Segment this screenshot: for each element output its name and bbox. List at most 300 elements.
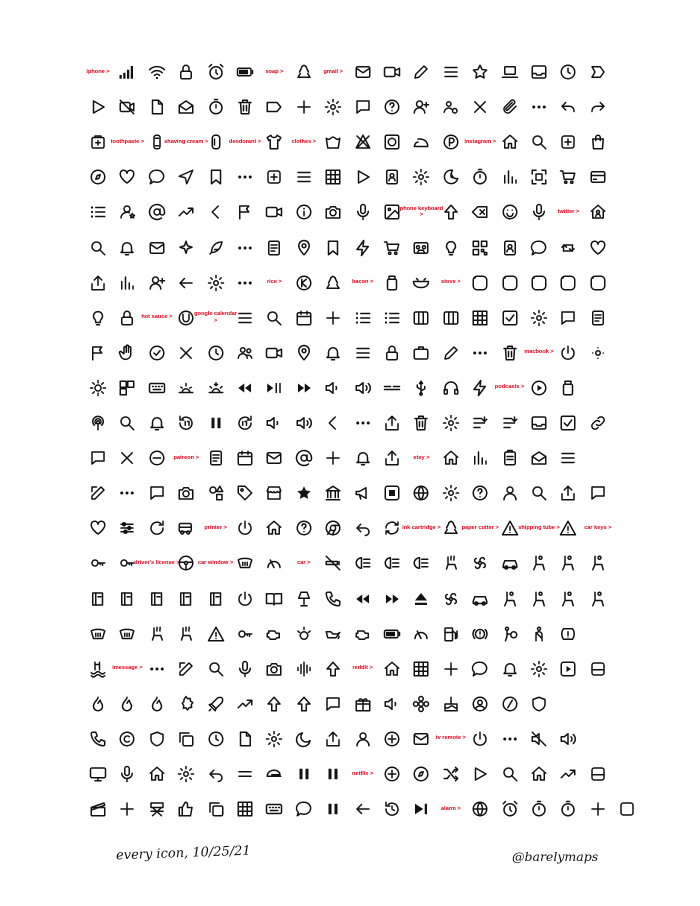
gear-icon bbox=[524, 303, 554, 333]
keyboard-icon bbox=[259, 794, 289, 824]
sunset-icon bbox=[201, 373, 231, 403]
refresh-icon bbox=[142, 513, 172, 543]
share-icon bbox=[377, 408, 407, 438]
item-label: imessage > bbox=[112, 665, 143, 672]
plus-icon bbox=[318, 443, 348, 473]
burner-icon-glyph bbox=[589, 274, 607, 292]
globe-icon bbox=[465, 794, 495, 824]
person-card-icon bbox=[377, 162, 407, 192]
message-icon bbox=[142, 478, 172, 508]
refresh-icon-glyph bbox=[148, 519, 166, 537]
bed-icon bbox=[612, 794, 642, 824]
key-icon-glyph bbox=[236, 625, 254, 643]
equals-icon bbox=[230, 759, 260, 789]
item-label: podcasts > bbox=[494, 384, 525, 391]
item-label: google calendar > bbox=[194, 311, 238, 324]
add-box-icon-glyph bbox=[559, 133, 577, 151]
search-icon-glyph bbox=[118, 414, 136, 432]
bank-icon-glyph bbox=[324, 484, 342, 502]
waveform-icon-glyph bbox=[295, 660, 313, 678]
power-icon bbox=[230, 513, 260, 543]
star-filled-icon-glyph bbox=[295, 484, 313, 502]
message-icon bbox=[553, 303, 583, 333]
item-label: etsy > bbox=[413, 454, 430, 461]
play-outline-icon bbox=[465, 759, 495, 789]
edit-icon-glyph bbox=[177, 660, 195, 678]
seatbelt-icon bbox=[524, 619, 554, 649]
close-icon bbox=[171, 338, 201, 368]
book-icon-glyph bbox=[89, 590, 107, 608]
clock-icon-glyph bbox=[559, 63, 577, 81]
share-icon bbox=[318, 724, 348, 754]
cart-icon-glyph bbox=[559, 168, 577, 186]
lamp-icon bbox=[289, 584, 319, 614]
left-arrow-icon bbox=[171, 268, 201, 298]
add-person-icon-glyph bbox=[148, 274, 166, 292]
fan-icon-glyph bbox=[471, 554, 489, 572]
bar-chart-icon-glyph bbox=[501, 168, 519, 186]
calendar-icon bbox=[289, 303, 319, 333]
gear-icon bbox=[171, 759, 201, 789]
checkbox-icon-glyph bbox=[559, 414, 577, 432]
item-label: driver's license > bbox=[134, 559, 180, 566]
volume-high-icon-glyph bbox=[295, 414, 313, 432]
fuel-icon-glyph bbox=[442, 625, 460, 643]
thumbs-up-icon-glyph bbox=[177, 800, 195, 818]
send-icon bbox=[171, 162, 201, 192]
document-icon-glyph bbox=[148, 98, 166, 116]
hand-icon-glyph bbox=[118, 344, 136, 362]
search-icon-glyph bbox=[265, 309, 283, 327]
up-arrow-icon-glyph bbox=[442, 203, 460, 221]
inbox-icon bbox=[524, 408, 554, 438]
briefcase-icon bbox=[406, 338, 436, 368]
brake-icon bbox=[465, 619, 495, 649]
sliders-icon bbox=[112, 513, 142, 543]
plus-icon-glyph bbox=[324, 449, 342, 467]
item-label: patreon > bbox=[173, 454, 199, 461]
engine-icon bbox=[348, 619, 378, 649]
item-label: rice > bbox=[267, 279, 282, 286]
seat-icon bbox=[583, 548, 613, 578]
forward-icon bbox=[583, 92, 613, 122]
seat-icon-glyph bbox=[589, 590, 607, 608]
close-icon bbox=[112, 443, 142, 473]
up-arrow-icon bbox=[259, 689, 289, 719]
pause-icon bbox=[201, 408, 231, 438]
heart-icon-glyph bbox=[589, 239, 607, 257]
bell-icon-glyph bbox=[148, 414, 166, 432]
document-text-icon-glyph bbox=[265, 239, 283, 257]
lock-icon-glyph bbox=[383, 344, 401, 362]
defrost-icon-glyph bbox=[236, 554, 254, 572]
moon-clock-icon-glyph bbox=[442, 168, 460, 186]
alarm-clock-icon-glyph bbox=[501, 800, 519, 818]
home-icon bbox=[524, 759, 554, 789]
add-box-icon-glyph bbox=[265, 168, 283, 186]
tray-icon-glyph bbox=[589, 660, 607, 678]
play-pause-icon bbox=[259, 373, 289, 403]
message-icon-glyph bbox=[589, 484, 607, 502]
defrost-icon-glyph bbox=[89, 625, 107, 643]
shuffle-icon-glyph bbox=[442, 765, 460, 783]
grid-icon-glyph bbox=[412, 660, 430, 678]
book-icon bbox=[201, 584, 231, 614]
search-icon bbox=[259, 303, 289, 333]
menu-icon-glyph bbox=[236, 309, 254, 327]
grid-icon-glyph bbox=[236, 800, 254, 818]
plus-circle-icon-glyph bbox=[383, 765, 401, 783]
checkbox-icon-glyph bbox=[501, 309, 519, 327]
power-icon bbox=[230, 584, 260, 614]
bar-chart-icon bbox=[112, 268, 142, 298]
book-icon-glyph bbox=[177, 590, 195, 608]
person-icon bbox=[348, 724, 378, 754]
tire-icon-glyph bbox=[559, 625, 577, 643]
car-icon bbox=[495, 548, 525, 578]
timer-icon bbox=[553, 794, 583, 824]
clipboard-icon bbox=[495, 443, 525, 473]
clock-icon bbox=[201, 338, 231, 368]
compass-icon-glyph bbox=[89, 168, 107, 186]
up-arrow-icon bbox=[289, 689, 319, 719]
flower-icon-glyph bbox=[412, 695, 430, 713]
bed-icon-glyph bbox=[618, 800, 636, 818]
chrome-icon-glyph bbox=[324, 519, 342, 537]
timer-icon-glyph bbox=[559, 800, 577, 818]
clapper-icon-glyph bbox=[89, 800, 107, 818]
chat-bubble-icon bbox=[465, 654, 495, 684]
usb-icon bbox=[406, 373, 436, 403]
pencil-icon bbox=[406, 57, 436, 87]
microphone-icon bbox=[230, 654, 260, 684]
car-icon bbox=[465, 584, 495, 614]
menu-icon bbox=[436, 57, 466, 87]
item-label: car keys > bbox=[584, 524, 612, 531]
flame-icon bbox=[83, 689, 113, 719]
lightbulb-icon-glyph bbox=[89, 309, 107, 327]
copyright-icon bbox=[112, 724, 142, 754]
wash-tub-icon-glyph bbox=[324, 133, 342, 151]
shapes-icon-glyph bbox=[207, 484, 225, 502]
person-card-icon-glyph bbox=[383, 168, 401, 186]
ellipsis-icon bbox=[465, 338, 495, 368]
seat-icon bbox=[495, 584, 525, 614]
brake-icon-glyph bbox=[471, 625, 489, 643]
moon-clock-icon bbox=[436, 162, 466, 192]
heart-icon-glyph bbox=[89, 519, 107, 537]
alarm-clock-icon bbox=[201, 57, 231, 87]
home-person-icon bbox=[583, 197, 613, 227]
heart-icon-glyph bbox=[118, 168, 136, 186]
grid-icon bbox=[318, 162, 348, 192]
k-circle-icon bbox=[289, 268, 319, 298]
qr-code-icon bbox=[465, 233, 495, 263]
eject-icon-glyph bbox=[412, 590, 430, 608]
ellipsis-icon bbox=[142, 654, 172, 684]
list-icon-glyph bbox=[354, 309, 372, 327]
item-label: iphone > bbox=[86, 68, 110, 75]
smiley-icon bbox=[495, 197, 525, 227]
pause-icon-glyph bbox=[207, 414, 225, 432]
history-icon bbox=[377, 794, 407, 824]
question-icon-glyph bbox=[471, 484, 489, 502]
fast-forward-icon-glyph bbox=[295, 379, 313, 397]
power-icon bbox=[465, 724, 495, 754]
feather-icon-glyph bbox=[207, 239, 225, 257]
keyboard-icon-glyph bbox=[148, 379, 166, 397]
light-icon bbox=[289, 619, 319, 649]
scan-icon bbox=[524, 162, 554, 192]
headlight-icon bbox=[406, 548, 436, 578]
burner-icon bbox=[465, 268, 495, 298]
gear-icon bbox=[436, 478, 466, 508]
book-icon-glyph bbox=[148, 590, 166, 608]
bell-icon-glyph bbox=[354, 449, 372, 467]
book-icon-glyph bbox=[207, 590, 225, 608]
trend-up-icon-glyph bbox=[177, 203, 195, 221]
calendar-icon bbox=[230, 443, 260, 473]
fan-icon bbox=[436, 584, 466, 614]
seat-icon bbox=[553, 548, 583, 578]
home-icon bbox=[495, 127, 525, 157]
document-text-icon bbox=[583, 303, 613, 333]
no-bleach-icon bbox=[348, 127, 378, 157]
search-icon bbox=[495, 759, 525, 789]
play-box-icon-glyph bbox=[559, 660, 577, 678]
forward-icon-glyph bbox=[589, 98, 607, 116]
heart-icon bbox=[583, 233, 613, 263]
seat-icon-glyph bbox=[501, 590, 519, 608]
fuel-icon bbox=[436, 619, 466, 649]
phone-icon bbox=[318, 584, 348, 614]
flame-icon-glyph bbox=[89, 695, 107, 713]
cake-icon bbox=[436, 689, 466, 719]
person-card-icon-glyph bbox=[501, 239, 519, 257]
item-label: gmail > bbox=[323, 68, 343, 75]
lightbulb-icon-glyph bbox=[442, 239, 460, 257]
bolt-icon bbox=[348, 233, 378, 263]
no-smoking-icon bbox=[318, 548, 348, 578]
trend-up-icon bbox=[553, 759, 583, 789]
wiper-icon-glyph bbox=[412, 625, 430, 643]
volume-high-icon bbox=[553, 724, 583, 754]
dryer-icon bbox=[377, 127, 407, 157]
search-icon bbox=[524, 478, 554, 508]
sort-icon bbox=[495, 408, 525, 438]
document-icon-glyph bbox=[236, 730, 254, 748]
list-icon bbox=[83, 197, 113, 227]
paperclip-icon bbox=[495, 92, 525, 122]
lock-icon bbox=[377, 338, 407, 368]
person-star-icon bbox=[112, 197, 142, 227]
book-icon bbox=[112, 584, 142, 614]
key-icon-glyph bbox=[89, 554, 107, 572]
menu-icon bbox=[230, 303, 260, 333]
rocket-icon bbox=[201, 689, 231, 719]
copy-icon-glyph bbox=[207, 800, 225, 818]
jar-icon bbox=[553, 373, 583, 403]
burner-icon bbox=[583, 268, 613, 298]
up-arrow-icon-glyph bbox=[295, 695, 313, 713]
seat-icon-glyph bbox=[530, 590, 548, 608]
calendar-icon-glyph bbox=[236, 449, 254, 467]
ellipsis-icon-glyph bbox=[118, 484, 136, 502]
message-icon-glyph bbox=[89, 449, 107, 467]
item-label: car > bbox=[297, 559, 311, 566]
clipboard-icon-glyph bbox=[501, 449, 519, 467]
chrome-icon bbox=[318, 513, 348, 543]
feather-icon bbox=[201, 233, 231, 263]
person-circle-icon bbox=[465, 689, 495, 719]
plus-icon bbox=[112, 794, 142, 824]
fast-forward-icon-glyph bbox=[383, 590, 401, 608]
headlight-icon-glyph bbox=[383, 554, 401, 572]
list-icon bbox=[377, 303, 407, 333]
shapes-icon bbox=[201, 478, 231, 508]
columns-icon bbox=[406, 303, 436, 333]
people-icon bbox=[230, 338, 260, 368]
close-icon-glyph bbox=[471, 98, 489, 116]
bar-chart-icon bbox=[465, 443, 495, 473]
keyboard-icon-glyph bbox=[265, 800, 283, 818]
info-icon bbox=[289, 197, 319, 227]
ellipsis-icon-glyph bbox=[501, 730, 519, 748]
dryer-icon-glyph bbox=[383, 133, 401, 151]
play-outline-icon-glyph bbox=[89, 98, 107, 116]
home-icon bbox=[142, 759, 172, 789]
add-person-icon-glyph bbox=[412, 98, 430, 116]
home-icon-glyph bbox=[530, 765, 548, 783]
item-label: alarm > bbox=[440, 805, 461, 812]
item-label: netflix > bbox=[351, 770, 374, 777]
grid-icon-glyph bbox=[324, 168, 342, 186]
ellipsis-icon bbox=[230, 162, 260, 192]
mail-icon bbox=[259, 443, 289, 473]
signal-bars-icon bbox=[112, 57, 142, 87]
seat-heat-icon bbox=[171, 619, 201, 649]
light-icon-glyph bbox=[295, 625, 313, 643]
menu-icon bbox=[348, 338, 378, 368]
volume-low-icon-glyph bbox=[265, 414, 283, 432]
chat-bubble-icon-glyph bbox=[148, 168, 166, 186]
trend-up-icon-glyph bbox=[559, 765, 577, 783]
eject-icon bbox=[406, 584, 436, 614]
edit-icon bbox=[171, 654, 201, 684]
gear-icon-glyph bbox=[442, 414, 460, 432]
person-icon-glyph bbox=[354, 730, 372, 748]
phone-icon-glyph bbox=[324, 590, 342, 608]
flag-icon bbox=[83, 338, 113, 368]
volume-low-icon bbox=[318, 373, 348, 403]
tag-icon-glyph bbox=[236, 484, 254, 502]
burner-icon-glyph bbox=[530, 274, 548, 292]
link-icon-glyph bbox=[589, 414, 607, 432]
volume-low-icon-glyph bbox=[324, 379, 342, 397]
warning-icon-glyph bbox=[207, 625, 225, 643]
director-chair-icon-glyph bbox=[148, 800, 166, 818]
item-label: macbook > bbox=[524, 349, 554, 356]
plus-icon bbox=[436, 654, 466, 684]
rewind-icon-glyph bbox=[354, 590, 372, 608]
tv-icon-glyph bbox=[89, 765, 107, 783]
tray-icon-glyph bbox=[589, 765, 607, 783]
cart-icon bbox=[377, 233, 407, 263]
search-icon bbox=[201, 654, 231, 684]
close-icon-glyph bbox=[118, 449, 136, 467]
seat-icon bbox=[553, 584, 583, 614]
skip-back-icon bbox=[171, 408, 201, 438]
dashes-icon bbox=[377, 373, 407, 403]
question-icon bbox=[377, 92, 407, 122]
heart-icon bbox=[83, 513, 113, 543]
gear-icon bbox=[318, 92, 348, 122]
megaphone-icon-glyph bbox=[354, 484, 372, 502]
flag-icon-glyph bbox=[236, 203, 254, 221]
clock-icon-glyph bbox=[207, 344, 225, 362]
shopping-bag-icon-glyph bbox=[589, 133, 607, 151]
sunrise-icon-glyph bbox=[177, 379, 195, 397]
people-icon-glyph bbox=[236, 344, 254, 362]
bell-icon bbox=[348, 443, 378, 473]
microphone-icon-glyph bbox=[118, 765, 136, 783]
bank-icon bbox=[318, 478, 348, 508]
plus-icon-glyph bbox=[324, 309, 342, 327]
tray-icon bbox=[583, 654, 613, 684]
home-icon-glyph bbox=[383, 660, 401, 678]
share-icon-glyph bbox=[324, 730, 342, 748]
bar-chart-icon-glyph bbox=[471, 449, 489, 467]
oil-icon bbox=[318, 619, 348, 649]
send-icon-glyph bbox=[177, 168, 195, 186]
volume-high-icon-glyph bbox=[559, 730, 577, 748]
pencil-icon-glyph bbox=[442, 344, 460, 362]
item-label: bacon > bbox=[351, 279, 374, 286]
sunrise-icon bbox=[171, 373, 201, 403]
smiley-icon-glyph bbox=[501, 203, 519, 221]
menu-icon-glyph bbox=[295, 168, 313, 186]
plus-icon-glyph bbox=[295, 98, 313, 116]
compass-icon bbox=[83, 162, 113, 192]
muted-camera-icon-glyph bbox=[118, 98, 136, 116]
message-icon bbox=[83, 443, 113, 473]
message-icon-glyph bbox=[559, 309, 577, 327]
undo-icon-glyph bbox=[207, 765, 225, 783]
flower-icon bbox=[406, 689, 436, 719]
copy-icon-glyph bbox=[177, 730, 195, 748]
ellipsis-icon bbox=[524, 92, 554, 122]
columns-icon-glyph bbox=[442, 309, 460, 327]
gift-icon-glyph bbox=[354, 695, 372, 713]
headphones-icon-glyph bbox=[442, 379, 460, 397]
search-icon-glyph bbox=[501, 765, 519, 783]
close-icon-glyph bbox=[177, 344, 195, 362]
heart-icon bbox=[112, 162, 142, 192]
seat-icon bbox=[583, 584, 613, 614]
clock-icon bbox=[553, 57, 583, 87]
ellipsis-icon-glyph bbox=[354, 414, 372, 432]
book-icon bbox=[142, 584, 172, 614]
waveform-icon bbox=[289, 654, 319, 684]
hand-icon bbox=[112, 338, 142, 368]
retweet-icon bbox=[553, 233, 583, 263]
defrost-icon bbox=[112, 619, 142, 649]
chat-bubble-icon-glyph bbox=[471, 660, 489, 678]
mail-icon bbox=[142, 233, 172, 263]
share-icon-glyph bbox=[559, 484, 577, 502]
chat-bubble-icon-glyph bbox=[530, 239, 548, 257]
bookmark-icon bbox=[201, 162, 231, 192]
